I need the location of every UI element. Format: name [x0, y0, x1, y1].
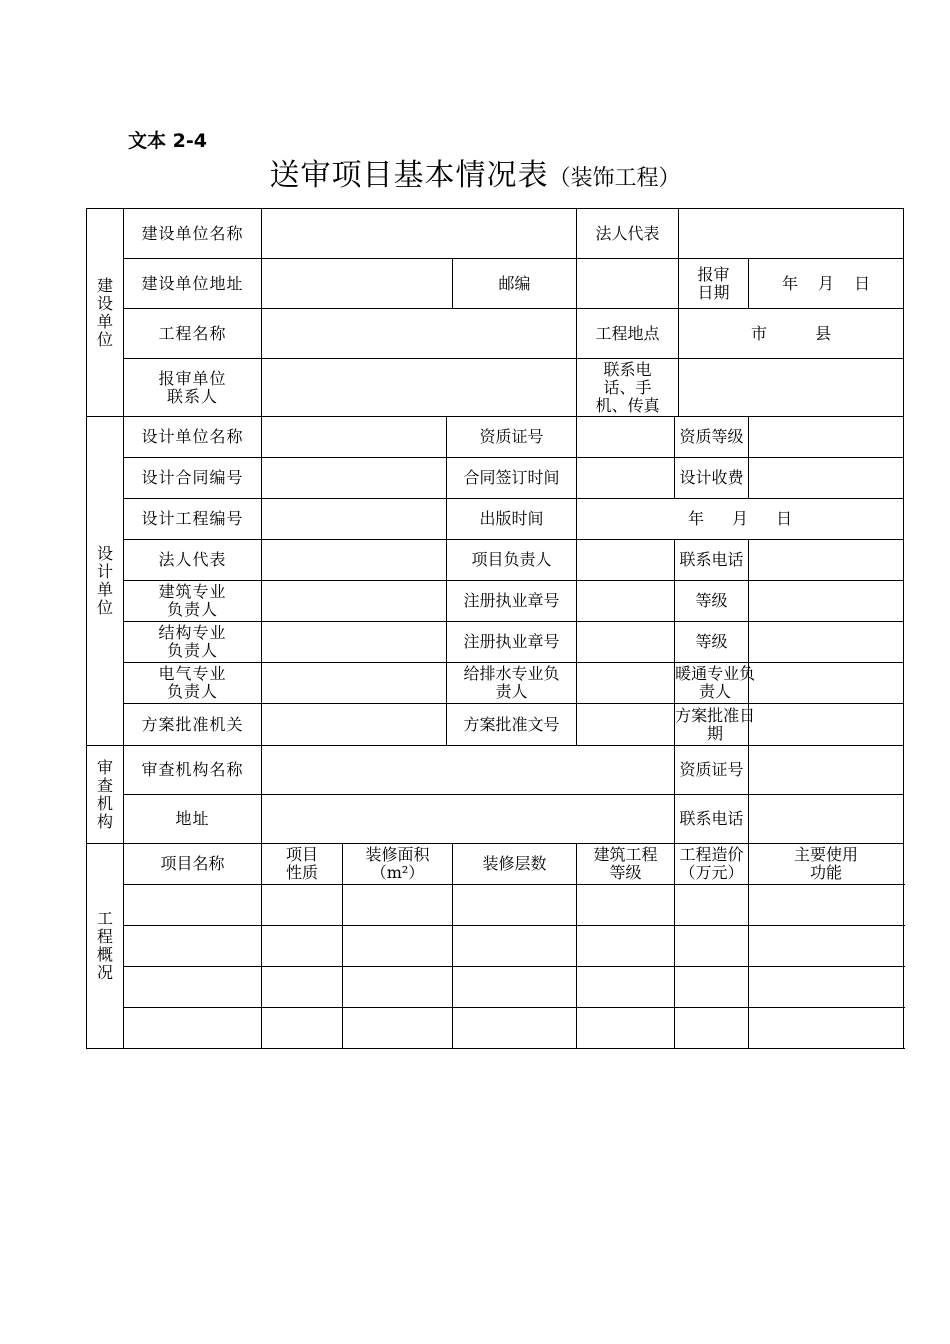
overview-cell[interactable] [343, 967, 453, 1008]
col-header-floors: 装修层数 [453, 844, 577, 885]
overview-cell[interactable] [124, 885, 262, 926]
design-qual-grade-field[interactable] [749, 417, 904, 458]
grade-2-field[interactable] [749, 622, 904, 663]
overview-cell[interactable] [749, 1008, 904, 1049]
overview-cell[interactable] [577, 926, 675, 967]
publish-date-field[interactable]: 年 月 日 [577, 499, 904, 540]
contact-phone-label: 联系电话、手机、传真 [577, 359, 679, 417]
overview-cell[interactable] [577, 967, 675, 1008]
overview-cell[interactable] [124, 1008, 262, 1049]
overview-cell[interactable] [675, 1008, 749, 1049]
overview-section-label: 工 程 概 况 [87, 844, 124, 1049]
overview-cell[interactable] [343, 885, 453, 926]
design-fee-label: 设计收费 [675, 458, 749, 499]
col-header-project-nature: 项目 性质 [262, 844, 343, 885]
col-header-cost: 工程造价 （万元） [675, 844, 749, 885]
overview-cell[interactable] [749, 967, 904, 1008]
hvac-lead-label: 暖通专业负责人 [675, 663, 749, 704]
grade-2-label: 等级 [675, 622, 749, 663]
reg-stamp-1-label: 注册执业章号 [447, 581, 577, 622]
overview-cell[interactable] [453, 885, 577, 926]
design-contract-no-label: 设计合同编号 [124, 458, 262, 499]
overview-cell[interactable] [453, 1008, 577, 1049]
construction-row-3 [87, 309, 904, 359]
design-qual-grade-label: 资质等级 [675, 417, 749, 458]
design-contact-phone-field[interactable] [749, 540, 904, 581]
agency-address-field[interactable] [262, 795, 675, 844]
contact-phone-field[interactable] [679, 359, 904, 417]
contact-person-label: 报审单位联系人 [124, 359, 262, 417]
design-qual-cert-label: 资质证号 [447, 417, 577, 458]
contact-person-field[interactable] [262, 359, 577, 417]
approval-date-field[interactable] [749, 704, 904, 746]
agency-phone-field[interactable] [749, 795, 904, 844]
design-contact-phone-label: 联系电话 [675, 540, 749, 581]
overview-cell[interactable] [453, 967, 577, 1008]
approval-date-label: 方案批准日期 [675, 704, 749, 746]
review-row-1 [87, 746, 904, 795]
project-name-field[interactable] [262, 309, 577, 359]
overview-cell[interactable] [675, 967, 749, 1008]
approval-no-field[interactable] [577, 704, 675, 746]
design-row-2 [87, 458, 904, 499]
overview-data-row [87, 967, 904, 1008]
overview-cell[interactable] [124, 926, 262, 967]
construction-address-label: 建设单位地址 [124, 259, 262, 309]
arch-lead-label: 建筑专业负责人 [124, 581, 262, 622]
col-header-building-grade: 建筑工程 等级 [577, 844, 675, 885]
contract-date-field[interactable] [577, 458, 675, 499]
document-label: 文本 2-4 [128, 130, 207, 152]
grade-1-field[interactable] [749, 581, 904, 622]
overview-cell[interactable] [749, 926, 904, 967]
design-legal-rep-label: 法人代表 [124, 540, 262, 581]
overview-cell[interactable] [577, 1008, 675, 1049]
overview-cell[interactable] [453, 926, 577, 967]
overview-cell[interactable] [749, 885, 904, 926]
construction-legal-rep-field[interactable] [679, 209, 904, 259]
postcode-field[interactable] [577, 259, 679, 309]
arch-lead-field[interactable] [262, 581, 447, 622]
title-subtitle: （装饰工程） [548, 166, 681, 191]
agency-name-label: 审查机构名称 [124, 746, 262, 795]
construction-row-2 [87, 259, 904, 309]
design-legal-rep-field[interactable] [262, 540, 447, 581]
design-row-1 [87, 417, 904, 458]
overview-cell[interactable] [343, 1008, 453, 1049]
form-title [0, 150, 950, 194]
hvac-lead-field[interactable] [749, 663, 904, 704]
form-container [86, 208, 903, 1049]
design-contract-no-field[interactable] [262, 458, 447, 499]
project-name-label: 工程名称 [124, 309, 262, 359]
approval-org-label: 方案批准机关 [124, 704, 262, 746]
report-date-field[interactable]: 年 月 日 [749, 259, 904, 309]
struct-lead-field[interactable] [262, 622, 447, 663]
overview-cell[interactable] [343, 926, 453, 967]
reg-stamp-2-label: 注册执业章号 [447, 622, 577, 663]
design-qual-cert-field[interactable] [577, 417, 675, 458]
design-row-4 [87, 540, 904, 581]
design-row-3 [87, 499, 904, 540]
col-header-project-name: 项目名称 [124, 844, 262, 885]
struct-lead-label: 结构专业负责人 [124, 622, 262, 663]
elec-lead-field[interactable] [262, 663, 447, 704]
reg-stamp-2-field[interactable] [577, 622, 675, 663]
design-row-8 [87, 704, 904, 746]
construction-address-field[interactable] [262, 259, 453, 309]
overview-data-row [87, 1008, 904, 1049]
agency-name-field[interactable] [262, 746, 675, 795]
design-row-6 [87, 622, 904, 663]
construction-row-1 [87, 209, 904, 259]
project-location-label: 工程地点 [577, 309, 679, 359]
review-row-2 [87, 795, 904, 844]
contract-date-label: 合同签订时间 [447, 458, 577, 499]
design-row-7 [87, 663, 904, 704]
overview-cell[interactable] [675, 926, 749, 967]
col-header-main-function: 主要使用 功能 [749, 844, 904, 885]
overview-data-row [87, 926, 904, 967]
design-unit-name-label: 设计单位名称 [124, 417, 262, 458]
construction-unit-name-field[interactable] [262, 209, 577, 259]
overview-data-row [87, 885, 904, 926]
overview-header-row [87, 844, 904, 885]
overview-cell[interactable] [124, 967, 262, 1008]
agency-phone-label: 联系电话 [675, 795, 749, 844]
project-leader-field[interactable] [577, 540, 675, 581]
review-section-label: 审 查 机 构 [87, 746, 124, 844]
title-main: 送审项目基本情况表 [269, 158, 549, 193]
overview-cell[interactable] [262, 926, 343, 967]
design-fee-field[interactable] [749, 458, 904, 499]
overview-cell[interactable] [262, 885, 343, 926]
plumb-lead-field[interactable] [577, 663, 675, 704]
construction-legal-rep-label: 法人代表 [577, 209, 679, 259]
elec-lead-label: 电气专业负责人 [124, 663, 262, 704]
agency-qual-cert-label: 资质证号 [675, 746, 749, 795]
construction-row-4 [87, 359, 904, 417]
overview-cell[interactable] [262, 967, 343, 1008]
postcode-label: 邮编 [453, 259, 577, 309]
overview-cell[interactable] [675, 885, 749, 926]
approval-org-field[interactable] [262, 704, 447, 746]
construction-section-label: 建 设 单 位 [87, 209, 124, 417]
overview-cell[interactable] [577, 885, 675, 926]
overview-cell[interactable] [262, 1008, 343, 1049]
col-header-area: 装修面积 （m²） [343, 844, 453, 885]
reg-stamp-1-field[interactable] [577, 581, 675, 622]
project-location-field[interactable]: 市 县 [679, 309, 904, 359]
design-row-5 [87, 581, 904, 622]
design-unit-name-field[interactable] [262, 417, 447, 458]
project-info-table [86, 208, 904, 1049]
grade-1-label: 等级 [675, 581, 749, 622]
agency-qual-cert-field[interactable] [749, 746, 904, 795]
plumb-lead-label: 给排水专业负责人 [447, 663, 577, 704]
project-leader-label: 项目负责人 [447, 540, 577, 581]
design-section-label: 设 计 单 位 [87, 417, 124, 746]
construction-unit-name-label: 建设单位名称 [124, 209, 262, 259]
design-project-no-field[interactable] [262, 499, 447, 540]
publish-date-label: 出版时间 [447, 499, 577, 540]
report-date-label: 报审日期 [679, 259, 749, 309]
agency-address-label: 地址 [124, 795, 262, 844]
design-project-no-label: 设计工程编号 [124, 499, 262, 540]
approval-no-label: 方案批准文号 [447, 704, 577, 746]
